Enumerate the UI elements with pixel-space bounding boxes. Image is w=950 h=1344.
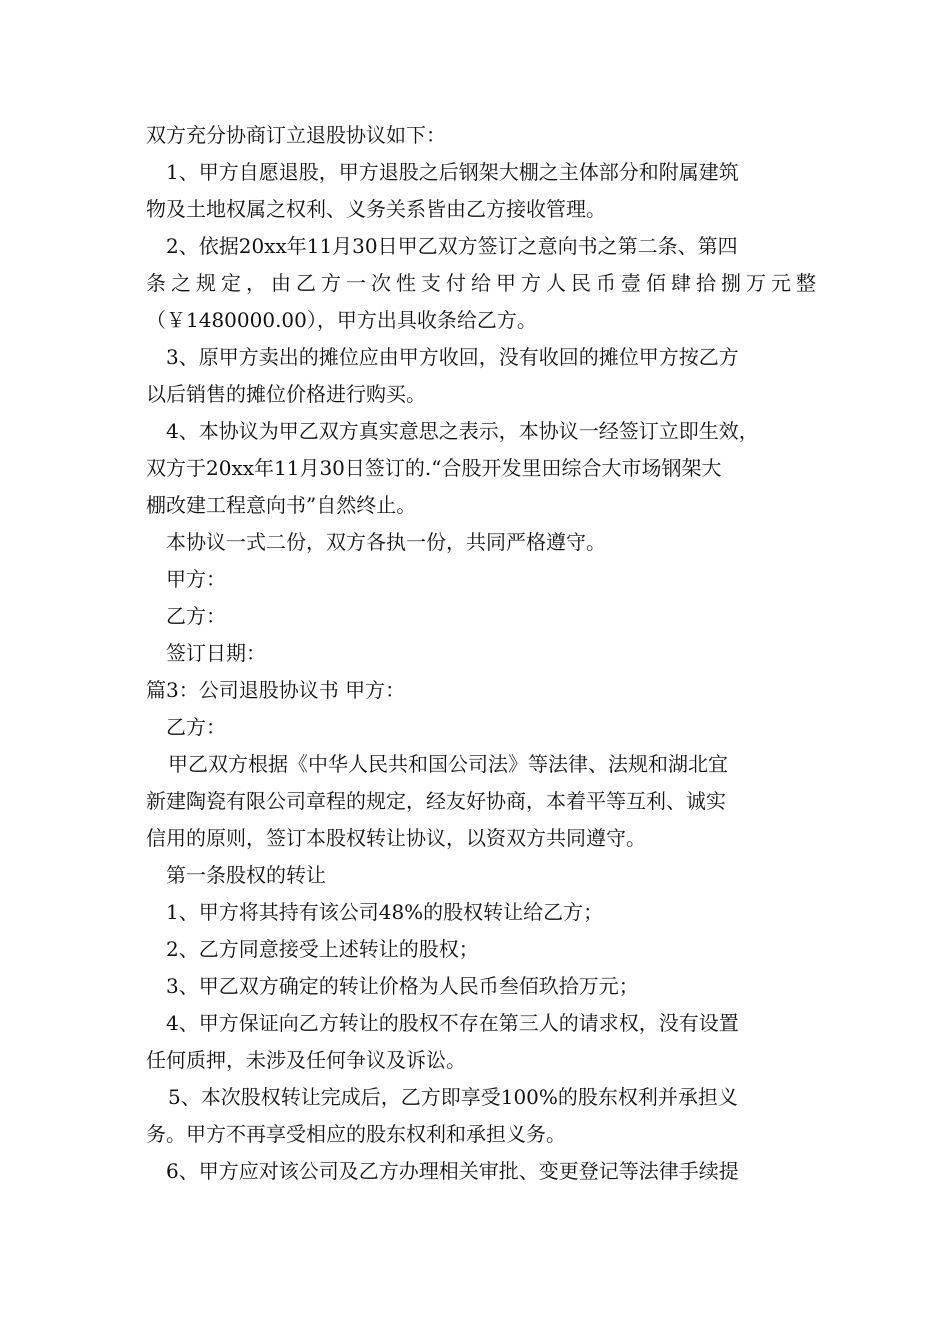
article-heading: 第一条股权的转让 [166,863,326,887]
text-line: 务。甲方不再享受相应的股东权利和承担义务。 [146,1122,566,1146]
text-line: 1、甲方将其持有该公司48%的股权转让给乙方； [166,900,604,924]
section-heading: 篇3：公司退股协议书 甲方： [146,678,406,702]
text-line: 物及土地权属之权利、义务关系皆由乙方接收管理。 [146,197,606,221]
text-line: 6、甲方应对该公司及乙方办理相关审批、变更登记等法律手续提 [166,1159,739,1183]
text-line: 4、本协议为甲乙双方真实意思之表示，本协议一经签订立即生效， [166,419,759,443]
text-line: 4、甲方保证向乙方转让的股权不存在第三人的请求权，没有设置 [166,1011,739,1035]
text-line: 本协议一式二份，双方各执一份，共同严格遵守。 [166,530,606,554]
text-line: 甲方： [166,567,226,591]
text-line: 任何质押，未涉及任何争议及诉讼。 [146,1048,466,1072]
text-line: 签订日期： [166,641,266,665]
text-line: 乙方： [166,715,226,739]
text-line: 甲乙双方根据《中华人民共和国公司法》等法律、法规和湖北宜 [168,752,728,776]
text-line: （￥1480000.00），甲方出具收条给乙方。 [146,308,537,332]
text-line: 双方于20xx年11月30日签订的.“合股开发里田综合大市场钢架大 [146,456,722,480]
text-line: 以后销售的摊位价格进行购买。 [146,382,426,406]
text-line: 5、本次股权转让完成后，乙方即享受100%的股东权利并承担义 [168,1085,738,1109]
text-line: 条之规定，由乙方一次性支付给甲方人民币壹佰肆拾捌万元整 [146,271,816,295]
text-line: 3、原甲方卖出的摊位应由甲方收回，没有收回的摊位甲方按乙方 [166,345,739,369]
text-line: 1、甲方自愿退股，甲方退股之后钢架大棚之主体部分和附属建筑 [166,160,739,184]
text-line: 新建陶瓷有限公司章程的规定，经友好协商，本着平等互利、诚实 [146,789,726,813]
text-line: 3、甲乙双方确定的转让价格为人民币叁佰玖拾万元； [166,974,639,998]
text-line: 双方充分协商订立退股协议如下： [146,123,446,147]
text-line: 棚改建工程意向书”自然终止。 [146,493,417,517]
text-line: 2、乙方同意接受上述转让的股权； [166,937,479,961]
text-line: 2、依据20xx年11月30日甲乙双方签订之意向书之第二条、第四 [166,234,738,258]
text-line: 乙方： [166,604,226,628]
document-page [146,117,816,1190]
text-line: 信用的原则，签订本股权转让协议，以资双方共同遵守。 [146,826,646,850]
